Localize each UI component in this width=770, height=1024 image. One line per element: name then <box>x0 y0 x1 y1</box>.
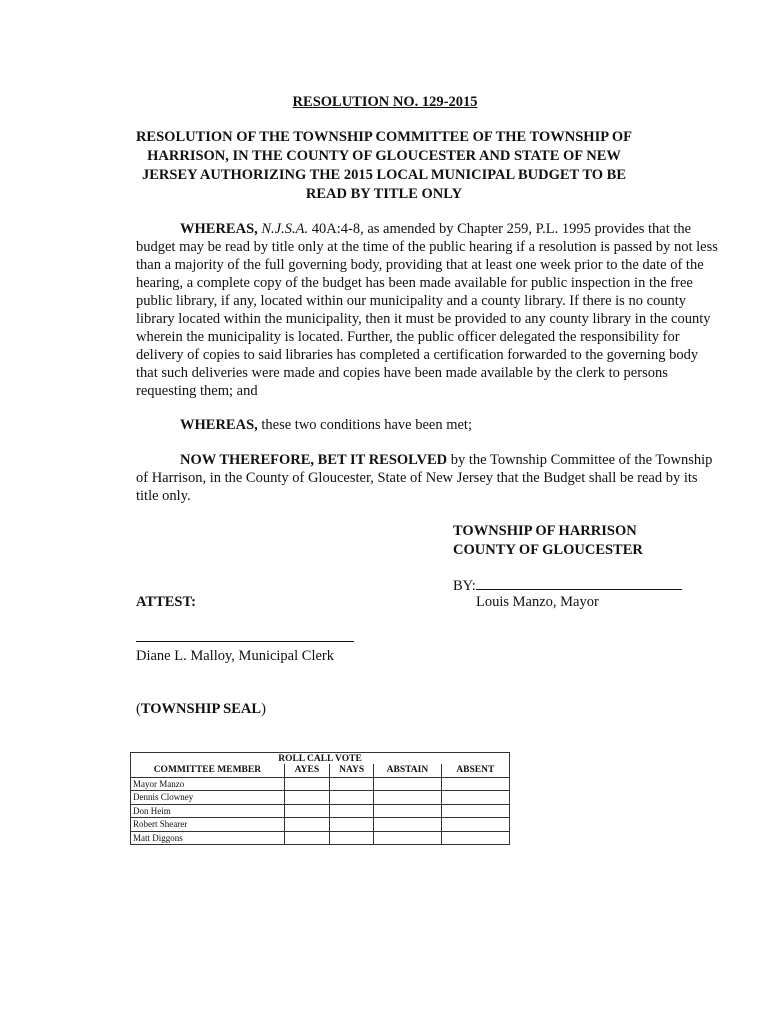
attest-label: ATTEST: <box>136 594 196 610</box>
nays-cell <box>330 777 374 791</box>
county-name: COUNTY OF GLOUCESTER <box>453 541 643 558</box>
ayes-cell <box>284 818 329 832</box>
header-absent: ABSENT <box>441 764 509 777</box>
roll-call-header-row <box>131 764 510 777</box>
resolved-lead: NOW THEREFORE, BET IT RESOLVED <box>180 452 448 468</box>
ayes-cell <box>284 791 329 805</box>
abstain-cell <box>374 831 441 845</box>
seal-text: TOWNSHIP SEAL <box>140 701 262 717</box>
table-row <box>131 804 510 818</box>
abstain-cell <box>374 818 441 832</box>
header-nays: NAYS <box>330 764 374 777</box>
absent-cell <box>441 818 509 832</box>
signature-underline <box>476 576 682 590</box>
roll-call-caption: ROLL CALL VOTE <box>131 753 510 765</box>
ayes-cell <box>284 831 329 845</box>
abstain-cell <box>374 804 441 818</box>
table-row <box>131 791 510 805</box>
table-row <box>131 831 510 845</box>
member-name: Matt Diggons <box>131 831 285 845</box>
resolution-number: RESOLUTION NO. 129-2015 <box>292 94 478 110</box>
township-block <box>453 522 643 559</box>
resolution-title: RESOLUTION OF THE TOWNSHIP COMMITTEE OF THE TOWNSHIP OF HARRISON, IN THE COUNTY OF GLOUCESTER AND STATE OF NEW JERSEY AUTHORIZING THE 2015 LOCAL MUNICIPAL BUDGET TO BE READ BY TITLE ONLY <box>135 129 633 202</box>
absent-cell <box>441 804 509 818</box>
absent-cell <box>441 831 509 845</box>
header-ayes: AYES <box>284 764 329 777</box>
whereas-paragraph-1 <box>136 220 720 400</box>
abstain-cell <box>374 777 441 791</box>
township-name: TOWNSHIP OF HARRISON <box>453 523 637 539</box>
whereas-lead: WHEREAS, <box>180 417 258 433</box>
member-name: Robert Shearer <box>131 818 285 832</box>
njsa-citation: N.J.S.A. <box>261 221 309 237</box>
by-label: BY: <box>453 578 476 594</box>
table-row <box>131 818 510 832</box>
mayor-name: Louis Manzo, Mayor <box>476 594 599 610</box>
whereas-paragraph-2 <box>136 416 720 434</box>
nays-cell <box>330 791 374 805</box>
resolved-paragraph <box>136 451 720 505</box>
member-name: Dennis Clowney <box>131 791 285 805</box>
header-abstain: ABSTAIN <box>374 764 441 777</box>
whereas-lead: WHEREAS, <box>180 221 258 237</box>
absent-cell <box>441 777 509 791</box>
township-seal: (TOWNSHIP SEAL) <box>136 701 266 717</box>
ayes-cell <box>284 804 329 818</box>
by-signature-line <box>453 576 682 595</box>
abstain-cell <box>374 791 441 805</box>
member-name: Don Heim <box>131 804 285 818</box>
ayes-cell <box>284 777 329 791</box>
nays-cell <box>330 818 374 832</box>
whereas-text: 40A:4-8, as amended by Chapter 259, P.L. 1995 provides that the budget may be read by title only at the time of the public hearing if a resolution is passed by not less than a majority of the full governing body, providing that at least one week prior to the date of the hearing, a complete copy of the budget has been made available for public inspection in the free public library, if any, located within our municipality and a county library. If there is no county library located within the municipality, then it must be provided to any county library in the county wherein the municipality is located. Further, the public officer delegated the responsibility for delivery of copies to said libraries has completed a certification forwarded to the governing body that such deliveries were made and copies have been made available by the clerk to persons requesting them; and <box>136 221 718 399</box>
absent-cell <box>441 791 509 805</box>
nays-cell <box>330 831 374 845</box>
clerk-signature-line <box>136 641 354 642</box>
clerk-name: Diane L. Malloy, Municipal Clerk <box>136 648 334 664</box>
nays-cell <box>330 804 374 818</box>
whereas-text: these two conditions have been met; <box>257 417 472 433</box>
table-row <box>131 777 510 791</box>
member-name: Mayor Manzo <box>131 777 285 791</box>
header-committee-member: COMMITTEE MEMBER <box>131 764 285 777</box>
resolved-text: by the Township Committee of the Township of Harrison, in the County of Gloucester, State of New Jersey that the Budget shall be read by its title only. <box>136 452 713 504</box>
roll-call-table <box>130 752 510 845</box>
